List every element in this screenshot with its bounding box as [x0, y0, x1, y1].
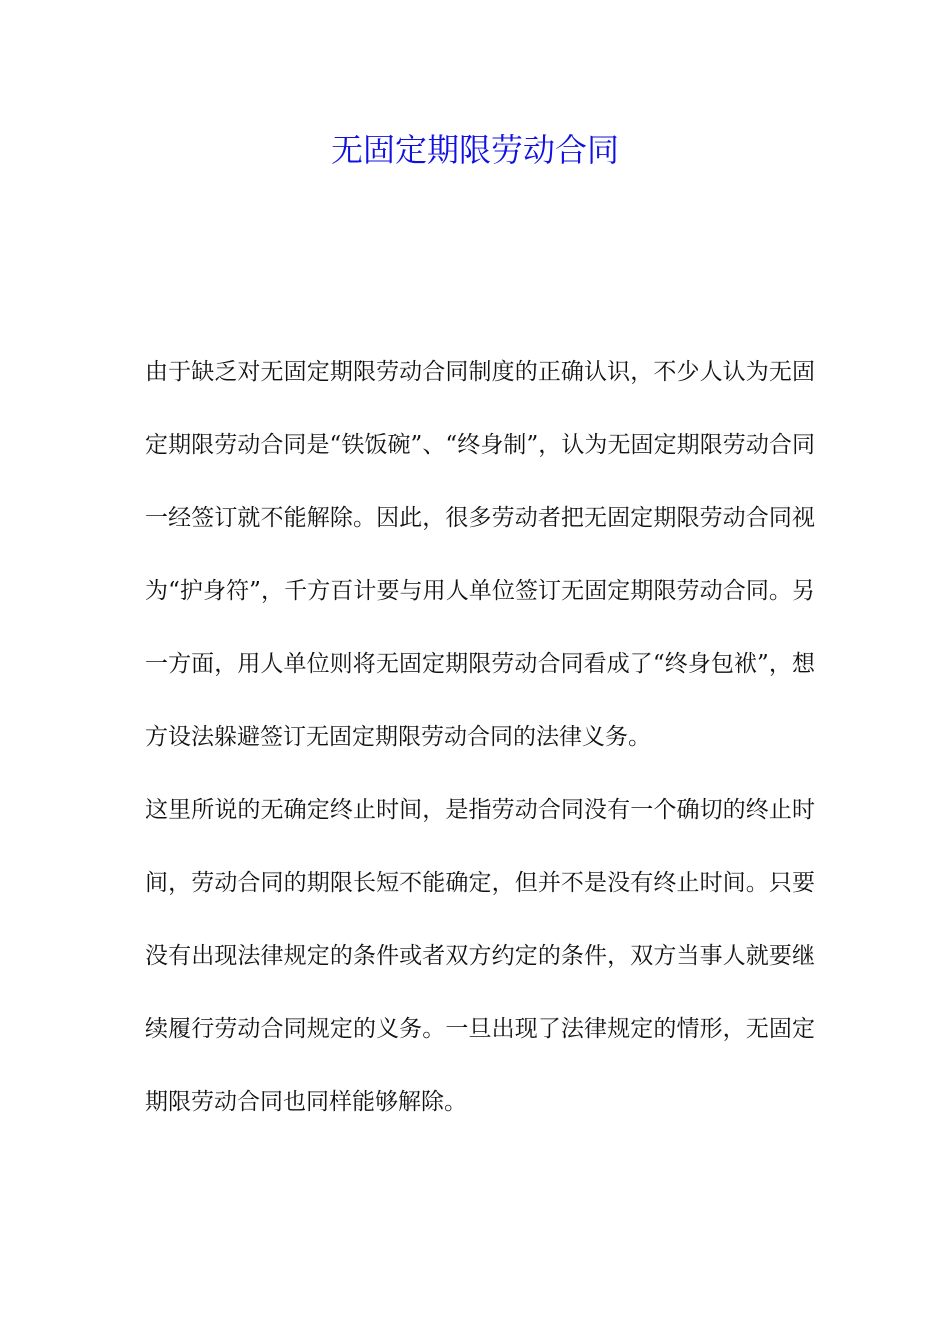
document-title: 无固定期限劳动合同	[330, 131, 619, 169]
document-body	[145, 336, 815, 1139]
paragraph-2: 这里所说的无确定终止时间，是指劳动合同没有一个确切的终止时间，劳动合同的期限长短不能确定，但并不是没有终止时间。只要没有出现法律规定的条件或者双方约定的条件，双方当事人就要继续履行劳动合同规定的义务。一旦出现了法律规定的情形，无固定期限劳动合同也同样能够解除。	[145, 797, 815, 1115]
paragraph-1: 由于缺乏对无固定期限劳动合同制度的正确认识，不少人认为无固定期限劳动合同是“铁饭碗”、“终身制”，认为无固定期限劳动合同一经签订就不能解除。因此，很多劳动者把无固定期限劳动合同视为“护身符”，千方百计要与用人单位签订无固定期限劳动合同。另一方面，用人单位则将无固定期限劳动合同看成了“终身包袱”，想方设法躲避签订无固定期限劳动合同的法律义务。	[145, 359, 815, 750]
